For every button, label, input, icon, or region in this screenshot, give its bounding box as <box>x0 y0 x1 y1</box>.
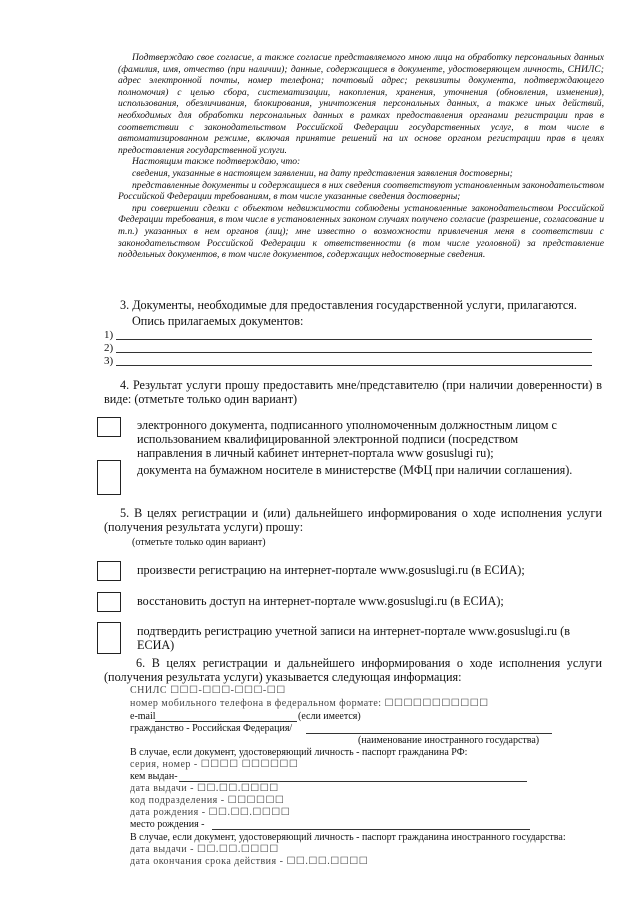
result-electronic-label: электронного документа, подписанного уполномоченным должностным лицом с использованием квалифицированной электронной подписи (посредством направления в личный кабинет интернет-портала www gosuslugi ru); <box>137 418 557 460</box>
restore-access-label: восстановить доступ на интернет-портале www.gosuslugi.ru (в ЕСИА); <box>137 594 504 608</box>
section-3-subtitle: Опись прилагаемых документов: <box>132 314 304 328</box>
passport-series-field[interactable]: серия, номер - ☐☐☐☐ ☐☐☐☐☐☐ <box>130 759 299 770</box>
foreign-passport-intro: В случае, если документ, удостоверяющий личность - паспорт гражданина иностранного государства: <box>130 832 566 843</box>
birth-place-input[interactable] <box>212 829 530 830</box>
register-portal-checkbox[interactable] <box>97 561 121 581</box>
issue-date-field[interactable]: дата выдачи - ☐☐.☐☐.☐☐☐☐ <box>130 783 279 794</box>
foreign-expiry-date-field[interactable]: дата окончания срока действия - ☐☐.☐☐.☐☐☐☐ <box>130 856 369 867</box>
register-portal-label: произвести регистрацию на интернет-портале www.gosuslugi.ru (в ЕСИА); <box>137 563 525 577</box>
section-5-title: 5. В целях регистрации и (или) дальнейшего информирования о ходе исполнения услуги (получения результата услуги) прошу: <box>104 506 602 534</box>
rf-passport-intro: В случае, если документ, удостоверяющий личность - паспорт гражданина РФ: <box>130 747 468 758</box>
section-4-title: 4. Результат услуги прошу предоставить мне/представителю (при наличии доверенности) в виде: (отметьте только один вариант) <box>104 378 602 406</box>
foreign-state-note: (наименование иностранного государства) <box>358 735 540 746</box>
consent-item: при совершении сделки с объектом недвижимости соблюдены установленные законодательством Российской Федерации требования, в том числе в установленных законом случаях получено согласие (разрешение, согласование и т.п.) указанных в нем органов (лиц); мне известно о возможности привлечения меня в соответствии с законодательством Российской Федерации к ответственности (в том числе уголовной) за представление поддельных документов, в том числе документов, содержащих недостоверные сведения. <box>118 202 604 261</box>
section-3-title: 3. Документы, необходимые для предоставления государственной услуги, прилагаются. <box>120 298 577 312</box>
citizenship-label: гражданство - Российская Федерация/ <box>130 723 293 734</box>
email-label: e-mail <box>130 711 156 722</box>
phone-field[interactable]: номер мобильного телефона в федеральном формате: ☐☐☐☐☐☐☐☐☐☐☐ <box>130 698 489 709</box>
foreign-issue-date-field[interactable]: дата выдачи - ☐☐.☐☐.☐☐☐☐ <box>130 844 279 855</box>
snils-field[interactable]: СНИЛС ☐☐☐-☐☐☐-☐☐☐-☐☐ <box>130 685 286 696</box>
confirm-account-checkbox[interactable] <box>97 622 121 654</box>
section-6-title: 6. В целях регистрации и дальнейшего информирования о ходе исполнения услуги (получения результата услуги) указывается следующая информация: <box>104 656 602 684</box>
department-code-field[interactable]: код подразделения - ☐☐☐☐☐☐ <box>130 795 285 806</box>
consent-paragraph: Подтверждаю свое согласие, а также согласие представляемого мною лица на обработку персональных данных (фамилия, имя, отчество (при наличии); данные, содержащиеся в документе, удостоверяющем личность, СНИЛС; адрес электронной почты, номер телефона; почтовый адрес; реквизиты документа, подтверждающего полномочия) с целью сбора, систематизации, накопления, хранения, уточнения (обновления, изменения), использования, обезличивания, блокирования, уничтожения персональных данных, а также иных действий, необходимых для обработки персональных данных в рамках предоставления органами регистрации прав в соответствии с законодательством Российской Федерации государственных услуг, в том числе в автоматизированном режиме, включая принятие решений на их основе органом регистрации прав в целях предоставления государственной услуги. <box>118 52 604 156</box>
attachment-input-2[interactable] <box>116 352 592 353</box>
attachment-input-1[interactable] <box>116 339 592 340</box>
attachment-number: 3) <box>104 355 114 367</box>
result-paper-checkbox[interactable] <box>97 460 121 495</box>
attachment-number: 1) <box>104 329 114 341</box>
consent-confirm-heading: Настоящим также подтверждаю, что: <box>132 156 301 168</box>
citizenship-input[interactable] <box>306 733 552 734</box>
birth-place-label: место рождения - <box>130 819 205 830</box>
consent-item: сведения, указанные в настоящем заявлении, на дату представления заявления достоверны; <box>132 167 513 179</box>
issued-by-input[interactable] <box>179 781 527 782</box>
result-paper-label: документа на бумажном носителе в министерстве (МФЦ при наличии соглашения). <box>137 463 573 477</box>
email-input[interactable] <box>155 721 297 722</box>
issued-by-label: кем выдан- <box>130 771 178 782</box>
result-electronic-checkbox[interactable] <box>97 417 121 437</box>
consent-item: представленные документы и содержащиеся в них сведения соответствуют установленным законодательством Российской Федерации требованиям, в том числе указанные сведения достоверны; <box>118 179 604 203</box>
section-5-note: (отметьте только один вариант) <box>132 537 266 548</box>
attachment-number: 2) <box>104 342 114 354</box>
restore-access-checkbox[interactable] <box>97 592 121 612</box>
confirm-account-label: подтвердить регистрацию учетной записи на интернет-портале www.gosuslugi.ru (в ЕСИА) <box>137 624 571 652</box>
consent-block <box>118 52 604 261</box>
attachment-input-3[interactable] <box>116 365 592 366</box>
email-note: (если имеется) <box>298 711 361 722</box>
birth-date-field[interactable]: дата рождения - ☐☐.☐☐.☐☐☐☐ <box>130 807 291 818</box>
